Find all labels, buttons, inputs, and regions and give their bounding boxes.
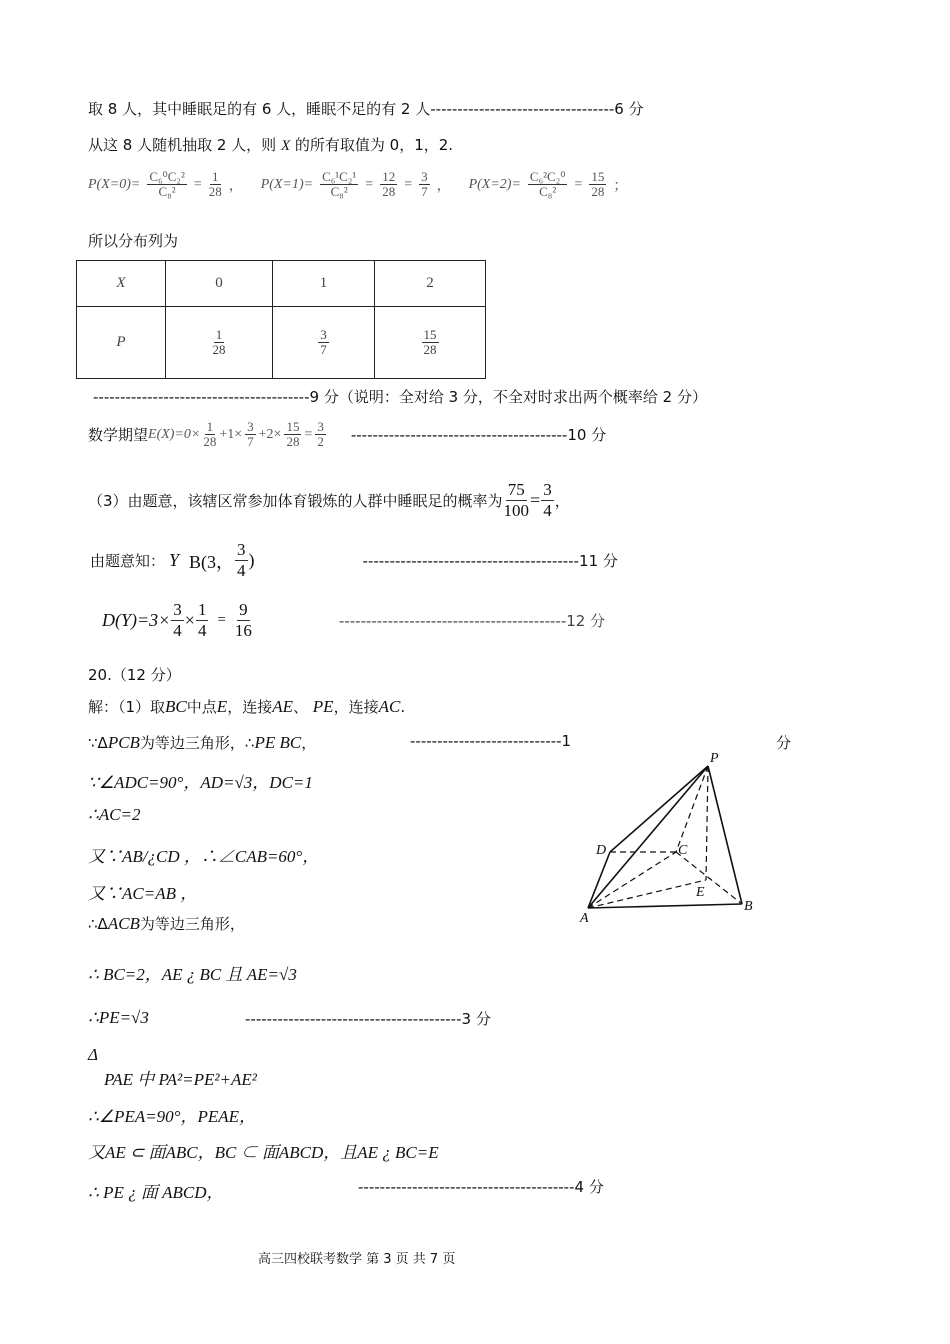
solution-line-3: ∵∠ADC=90°，AD=√3，DC=1 (88, 773, 313, 792)
var-x: X (280, 138, 291, 154)
table-cell: $\frac{15}{28}$ (375, 307, 486, 379)
score-10: ----------------------------------------10 分 (350, 426, 607, 444)
score-11: ----------------------------------------11 分 (362, 552, 618, 570)
edge-pe (706, 766, 708, 880)
label-a: A (580, 911, 589, 922)
solution-line-6: 又∵AC=AB ， (88, 884, 198, 903)
edge-da (588, 852, 610, 908)
p2-value: $\frac{15}{28}$ (591, 169, 605, 199)
edge-pd (610, 766, 708, 852)
score-1-unit: 分 (776, 734, 792, 752)
page-footer: 高三四校联考数学 第 3 页 共 7 页 (258, 1252, 456, 1267)
edge-pc (676, 766, 708, 852)
expectation-line: 数学期望 E(X)=0× $\frac{1}{28}$ +1× $\frac{3}{7}$ +2× $\frac{15}{28}$ = $\frac{3}{2}$ ----------------------------------------10 分 (88, 419, 607, 449)
text: 的所有取值为 0，1，2. (294, 136, 454, 154)
p2-label: P(X=2)= (468, 176, 521, 192)
score-12: ------------------------------------------12 分 (338, 612, 606, 630)
label-c: C (678, 843, 688, 858)
score-4: ----------------------------------------4 分 (358, 1178, 604, 1196)
label-e: E (696, 885, 705, 900)
solution-line-13: ∴ PE ¿ 面 ABCD， (88, 1183, 224, 1202)
label-p: P (710, 752, 719, 766)
variance-line: D(Y)=3× $\frac{3}{4}$ × $\frac{1}{4}$ = $\frac{9}{16}$ ------------------------------------------12 分 (102, 600, 606, 640)
pyramid-figure (578, 752, 768, 922)
table-cell: $\frac{1}{28}$ (166, 307, 273, 379)
part3-line: （3）由题意，该辖区常参加体育锻炼的人群中睡眠足的概率为 $\frac{75}{100}$ = $\frac{3}{4}$ ， (88, 480, 570, 520)
line-random-draw (88, 134, 453, 155)
edge-pb (708, 766, 742, 904)
score-3: ----------------------------------------3 分 (245, 1010, 491, 1028)
edge-ac (588, 852, 676, 908)
binomial-line: 由题意知： Y B(3， $\frac{3}{4}$ ) ----------------------------------------11 分 (90, 540, 618, 580)
edge-cb (676, 852, 742, 904)
table-header-x: X (77, 261, 166, 307)
distribution-table (76, 260, 486, 379)
score-1: ----------------------------1 (410, 732, 572, 750)
solution-line-12: 又AE ⊂ 面ABC，BC ⊂ 面ABCD，且AE ¿ BC=E (88, 1143, 439, 1162)
solution-line-7: ∴ΔACB为等边三角形， (88, 914, 245, 933)
table-cell: $\frac{3}{7}$ (273, 307, 375, 379)
table-header-1: 1 (273, 261, 375, 307)
solution-line-8: ∴ BC=2，AE ¿ BC 且 AE=√3 (88, 965, 297, 984)
edge-ab (588, 904, 742, 908)
edge-pa (588, 766, 708, 908)
distribution-intro: 所以分布列为 (88, 232, 179, 250)
edge-ae (588, 880, 706, 908)
solution-line-9: ∴PE=√3 (88, 1008, 149, 1027)
solution-line-2: ∵ΔPCB为等边三角形，∴PE BC， (88, 733, 317, 752)
table-header-0: 0 (166, 261, 273, 307)
table-row-label-p: P (77, 307, 166, 379)
solution-line-4: ∴AC=2 (88, 805, 141, 824)
text: 从这 8 人随机抽取 2 人，则 (88, 136, 277, 154)
p1-comb: $\frac{\text{C₆¹C₂¹}}{\text{C₈²}}$ (322, 169, 357, 199)
probability-line: P(X=0)= $\frac{\text{C₆⁰C₂²}}{\text{C₈²}}$ = $\frac{1}{28}$ ， P(X=1)= $\frac{\text{C₆¹C₂¹}}{\text{C₈²}}$ = $\frac{12}{28}$ = $\frac{3}{7}$ ， P(X=2)= $\frac{\text{C₆²C₂⁰}}{\text{C₈²}}$ = $\frac{15}{28}$ ； (88, 169, 628, 199)
table-header-2: 2 (375, 261, 486, 307)
p1-label: P(X=1)= (260, 176, 314, 192)
line-sample-counts: 取 8 人，其中睡眠足的有 6 人，睡眠不足的有 2 人----------------------------------6 分 (88, 100, 644, 118)
p0-value: $\frac{1}{28}$ (208, 169, 222, 199)
label-d: D (596, 843, 607, 858)
p2-comb: $\frac{\text{C₆²C₂⁰}}{\text{C₈²}}$ (529, 169, 566, 199)
label-b: B (744, 899, 753, 914)
p0-comb: $\frac{\text{C₆⁰C₂²}}{\text{C₈²}}$ (149, 169, 185, 199)
question-20: 20.（12 分） (88, 666, 181, 684)
p0-label: P(X=0)= (88, 176, 141, 192)
p1-simplified: $\frac{3}{7}$ (421, 169, 428, 199)
p1-value: $\frac{12}{28}$ (382, 169, 396, 199)
solution-line-5: 又∵AB/¿CD ，∴∠CAB=60°， (88, 847, 320, 866)
solution-line-11: ∴∠PEA=90°，PEAE， (88, 1107, 257, 1126)
solution-line-1: 解：（1）取BC中点E，连接AE、 PE，连接AC. (88, 697, 406, 716)
solution-line-10: Δ PAE 中 PA²=PE²+AE² (88, 1045, 257, 1089)
score-9: ----------------------------------------9 分（说明：全对给 3 分，不全对时求出两个概率给 2 分） (93, 388, 707, 406)
